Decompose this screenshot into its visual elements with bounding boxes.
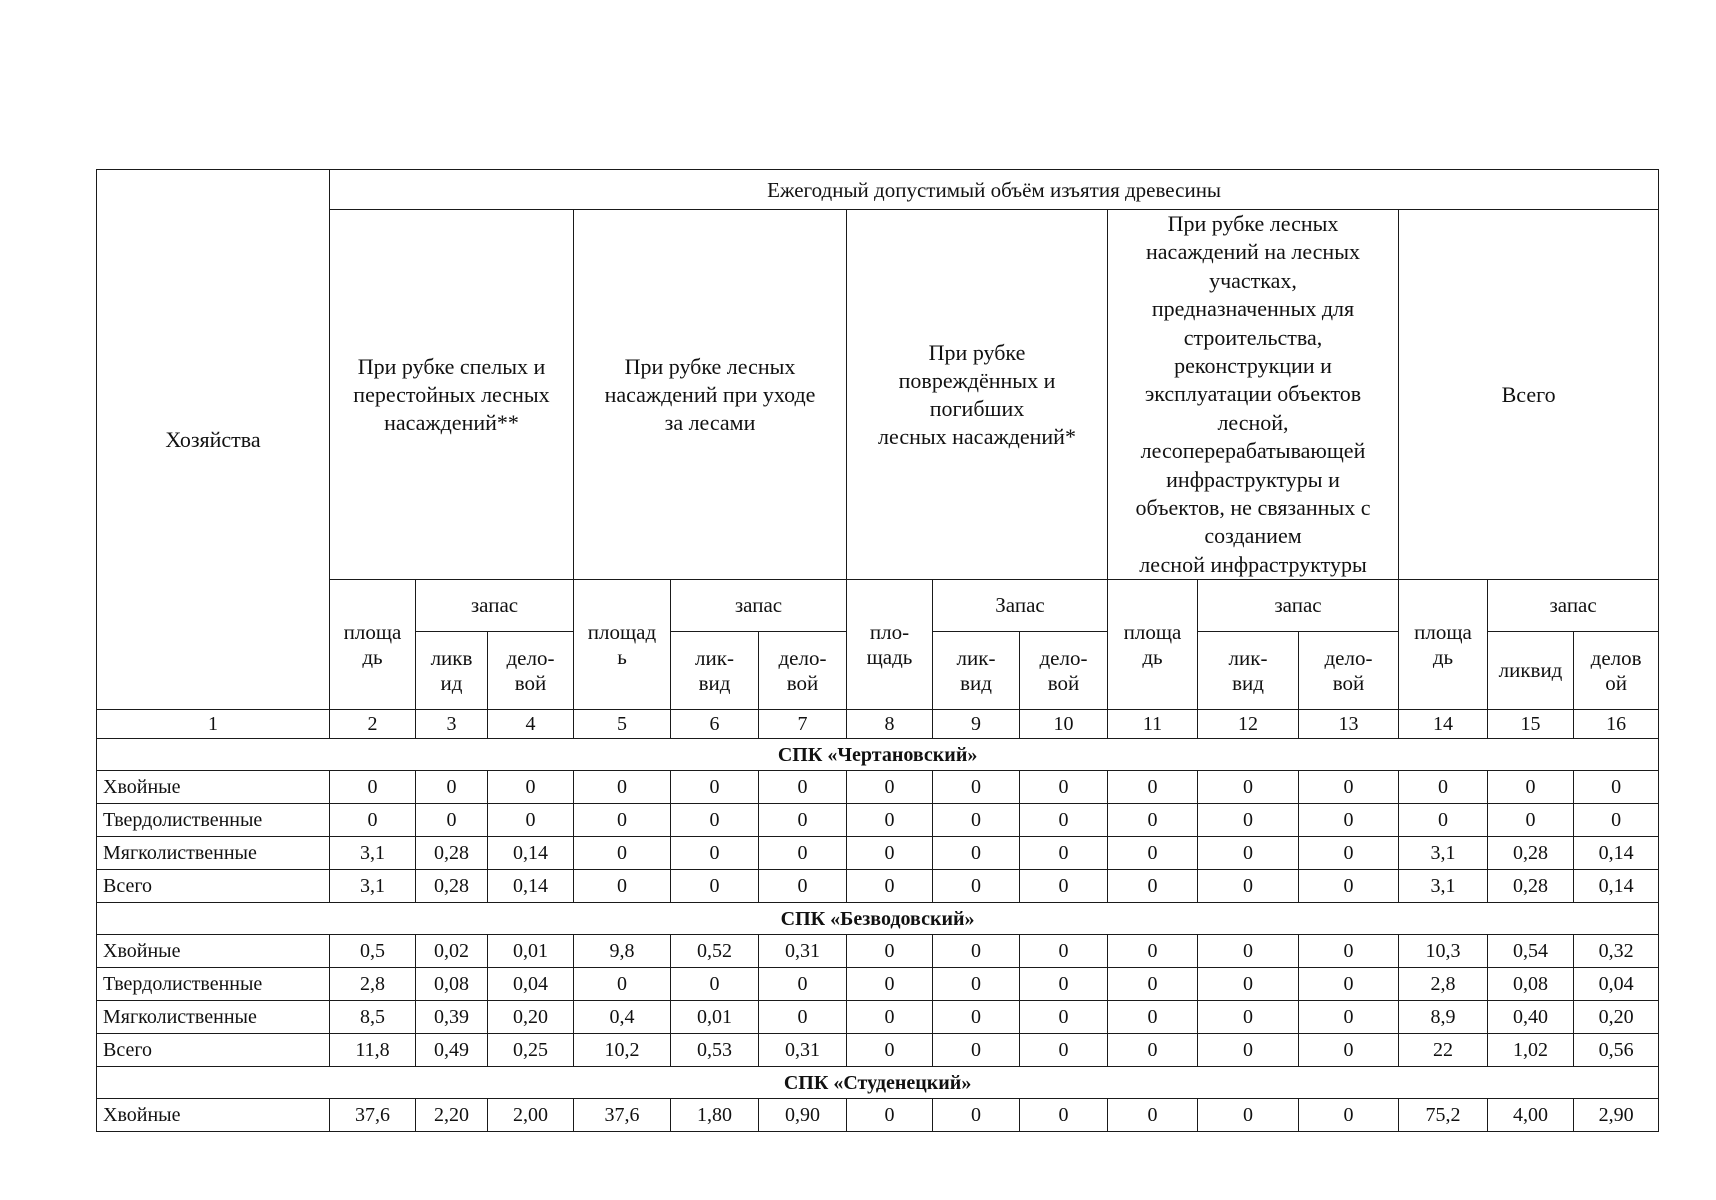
value-cell: 0 xyxy=(1198,804,1299,837)
value-cell: 0,14 xyxy=(488,837,574,870)
table-row xyxy=(97,837,1659,870)
value-cell: 2,8 xyxy=(330,968,416,1001)
value-cell: 0,28 xyxy=(416,837,488,870)
value-cell: 0 xyxy=(1108,1034,1198,1067)
row-label: Твердолиственные xyxy=(97,804,330,837)
value-cell: 0 xyxy=(1198,870,1299,903)
value-cell: 0 xyxy=(1020,771,1108,804)
header-stock: запас xyxy=(1198,580,1399,632)
table-row xyxy=(97,1099,1659,1132)
value-cell: 0 xyxy=(759,771,847,804)
row-label: Мягколиственные xyxy=(97,837,330,870)
value-cell: 0,14 xyxy=(1574,837,1659,870)
section-title: СПК «Студенецкий» xyxy=(97,1067,1659,1099)
value-cell: 0 xyxy=(1574,771,1659,804)
header-group-infrastructure-felling: При рубке лесных насаждений на лесных участках, предназначенных для строительства, реконструкции и эксплуатации объектов лесной, лесоперерабатывающей инфраструктуры и объектов, не связанных с созданием лесной инфраструктуры xyxy=(1108,210,1399,580)
value-cell: 0 xyxy=(1399,804,1488,837)
column-number-cell: 1 xyxy=(97,710,330,739)
value-cell: 2,00 xyxy=(488,1099,574,1132)
value-cell: 0 xyxy=(1108,968,1198,1001)
value-cell: 0,20 xyxy=(1574,1001,1659,1034)
value-cell: 0,54 xyxy=(1488,935,1574,968)
header-stock: запас xyxy=(1488,580,1659,632)
value-cell: 0 xyxy=(488,771,574,804)
value-cell: 0 xyxy=(1108,1001,1198,1034)
value-cell: 0 xyxy=(847,1001,933,1034)
header-stock: Запас xyxy=(933,580,1108,632)
value-cell: 22 xyxy=(1399,1034,1488,1067)
column-number-cell: 3 xyxy=(416,710,488,739)
value-cell: 2,8 xyxy=(1399,968,1488,1001)
table-row xyxy=(97,968,1659,1001)
column-numbers-row xyxy=(97,710,1659,739)
value-cell: 0 xyxy=(1299,1034,1399,1067)
column-number-cell: 16 xyxy=(1574,710,1659,739)
value-cell: 0 xyxy=(1020,1099,1108,1132)
value-cell: 2,20 xyxy=(416,1099,488,1132)
value-cell: 0 xyxy=(759,837,847,870)
section-title: СПК «Безводовский» xyxy=(97,903,1659,935)
value-cell: 0 xyxy=(671,870,759,903)
header-group-total: Всего xyxy=(1399,210,1659,580)
value-cell: 0,40 xyxy=(1488,1001,1574,1034)
value-cell: 0 xyxy=(1108,1099,1198,1132)
column-number-cell: 10 xyxy=(1020,710,1108,739)
value-cell: 3,1 xyxy=(330,870,416,903)
value-cell: 0 xyxy=(574,968,671,1001)
value-cell: 0,28 xyxy=(1488,870,1574,903)
section-header-row xyxy=(97,903,1659,935)
value-cell: 0 xyxy=(1488,804,1574,837)
header-liquid: лик- вид xyxy=(671,632,759,710)
header-business: дело- вой xyxy=(1020,632,1108,710)
row-label: Хвойные xyxy=(97,1099,330,1132)
value-cell: 1,80 xyxy=(671,1099,759,1132)
table-row xyxy=(97,870,1659,903)
value-cell: 0 xyxy=(847,771,933,804)
value-cell: 0 xyxy=(1299,1001,1399,1034)
value-cell: 0 xyxy=(847,1034,933,1067)
header-area: пло- щадь xyxy=(847,580,933,710)
value-cell: 0 xyxy=(933,968,1020,1001)
value-cell: 0,53 xyxy=(671,1034,759,1067)
header-area: площад ь xyxy=(574,580,671,710)
value-cell: 0,31 xyxy=(759,1034,847,1067)
value-cell: 0 xyxy=(847,1099,933,1132)
value-cell: 0 xyxy=(759,1001,847,1034)
column-number-cell: 7 xyxy=(759,710,847,739)
value-cell: 0 xyxy=(574,804,671,837)
value-cell: 0 xyxy=(933,771,1020,804)
value-cell: 0 xyxy=(1299,870,1399,903)
value-cell: 0,04 xyxy=(488,968,574,1001)
value-cell: 0 xyxy=(1198,968,1299,1001)
table-row xyxy=(97,1034,1659,1067)
value-cell: 0,25 xyxy=(488,1034,574,1067)
value-cell: 0 xyxy=(1108,771,1198,804)
value-cell: 0 xyxy=(671,837,759,870)
section-header-row xyxy=(97,1067,1659,1099)
value-cell: 0 xyxy=(1299,837,1399,870)
value-cell: 10,2 xyxy=(574,1034,671,1067)
value-cell: 0,39 xyxy=(416,1001,488,1034)
value-cell: 3,1 xyxy=(1399,870,1488,903)
value-cell: 0,28 xyxy=(416,870,488,903)
column-number-cell: 12 xyxy=(1198,710,1299,739)
section-title: СПК «Чертановский» xyxy=(97,739,1659,771)
header-group-care-felling: При рубке лесных насаждений при уходе за лесами xyxy=(574,210,847,580)
table-row xyxy=(97,804,1659,837)
value-cell: 0,08 xyxy=(1488,968,1574,1001)
column-number-cell: 13 xyxy=(1299,710,1399,739)
value-cell: 11,8 xyxy=(330,1034,416,1067)
row-label: Всего xyxy=(97,870,330,903)
value-cell: 0 xyxy=(759,968,847,1001)
value-cell: 8,9 xyxy=(1399,1001,1488,1034)
column-number-cell: 6 xyxy=(671,710,759,739)
header-business: делов ой xyxy=(1574,632,1659,710)
value-cell: 0 xyxy=(933,804,1020,837)
table-row xyxy=(97,771,1659,804)
header-liquid: ликв ид xyxy=(416,632,488,710)
value-cell: 0 xyxy=(933,1034,1020,1067)
value-cell: 0 xyxy=(933,1099,1020,1132)
header-liquid: лик- вид xyxy=(1198,632,1299,710)
value-cell: 0 xyxy=(847,804,933,837)
header-stock: запас xyxy=(671,580,847,632)
value-cell: 0 xyxy=(671,804,759,837)
value-cell: 0,4 xyxy=(574,1001,671,1034)
value-cell: 0 xyxy=(416,804,488,837)
value-cell: 0 xyxy=(1020,1034,1108,1067)
value-cell: 0 xyxy=(488,804,574,837)
value-cell: 0 xyxy=(1020,935,1108,968)
column-number-cell: 15 xyxy=(1488,710,1574,739)
value-cell: 0 xyxy=(759,870,847,903)
table-row xyxy=(97,1001,1659,1034)
value-cell: 0 xyxy=(1108,935,1198,968)
value-cell: 37,6 xyxy=(330,1099,416,1132)
value-cell: 0 xyxy=(847,837,933,870)
header-stock: запас xyxy=(416,580,574,632)
value-cell: 0 xyxy=(1020,837,1108,870)
value-cell: 0 xyxy=(1198,837,1299,870)
header-business: дело- вой xyxy=(759,632,847,710)
header-annual-volume: Ежегодный допустимый объём изъятия древесины xyxy=(330,170,1659,210)
value-cell: 0 xyxy=(1198,935,1299,968)
row-label: Хвойные xyxy=(97,771,330,804)
column-number-cell: 9 xyxy=(933,710,1020,739)
value-cell: 0 xyxy=(1198,1001,1299,1034)
value-cell: 9,8 xyxy=(574,935,671,968)
value-cell: 0,20 xyxy=(488,1001,574,1034)
value-cell: 0 xyxy=(1020,804,1108,837)
value-cell: 0 xyxy=(847,935,933,968)
value-cell: 0,28 xyxy=(1488,837,1574,870)
header-area: площа дь xyxy=(1399,580,1488,710)
value-cell: 0 xyxy=(671,968,759,1001)
value-cell: 0 xyxy=(1020,968,1108,1001)
value-cell: 0 xyxy=(1488,771,1574,804)
value-cell: 0 xyxy=(1299,968,1399,1001)
value-cell: 3,1 xyxy=(1399,837,1488,870)
value-cell: 0 xyxy=(933,837,1020,870)
value-cell: 10,3 xyxy=(1399,935,1488,968)
value-cell: 0 xyxy=(1299,804,1399,837)
row-label: Мягколиственные xyxy=(97,1001,330,1034)
value-cell: 0,14 xyxy=(1574,870,1659,903)
value-cell: 0,5 xyxy=(330,935,416,968)
value-cell: 0 xyxy=(1574,804,1659,837)
header-area: площа дь xyxy=(330,580,416,710)
table-row xyxy=(97,935,1659,968)
value-cell: 0 xyxy=(574,837,671,870)
header-business: дело- вой xyxy=(1299,632,1399,710)
header-liquid: лик- вид xyxy=(933,632,1020,710)
value-cell: 0 xyxy=(416,771,488,804)
value-cell: 0,14 xyxy=(488,870,574,903)
value-cell: 0,01 xyxy=(671,1001,759,1034)
value-cell: 75,2 xyxy=(1399,1099,1488,1132)
value-cell: 0 xyxy=(1198,771,1299,804)
value-cell: 4,00 xyxy=(1488,1099,1574,1132)
column-number-cell: 5 xyxy=(574,710,671,739)
row-label: Твердолиственные xyxy=(97,968,330,1001)
value-cell: 0,52 xyxy=(671,935,759,968)
value-cell: 0 xyxy=(574,870,671,903)
value-cell: 0,56 xyxy=(1574,1034,1659,1067)
value-cell: 0,32 xyxy=(1574,935,1659,968)
header-liquid: ликвид xyxy=(1488,632,1574,710)
value-cell: 0 xyxy=(671,771,759,804)
value-cell: 0,04 xyxy=(1574,968,1659,1001)
value-cell: 0,49 xyxy=(416,1034,488,1067)
value-cell: 0,02 xyxy=(416,935,488,968)
value-cell: 0 xyxy=(1299,935,1399,968)
value-cell: 0 xyxy=(847,968,933,1001)
value-cell: 2,90 xyxy=(1574,1099,1659,1132)
value-cell: 0 xyxy=(933,935,1020,968)
header-area: площа дь xyxy=(1108,580,1198,710)
column-number-cell: 11 xyxy=(1108,710,1198,739)
value-cell: 0 xyxy=(1198,1034,1299,1067)
row-label: Всего xyxy=(97,1034,330,1067)
column-number-cell: 2 xyxy=(330,710,416,739)
column-number-cell: 14 xyxy=(1399,710,1488,739)
value-cell: 0 xyxy=(574,771,671,804)
value-cell: 3,1 xyxy=(330,837,416,870)
header-business: дело- вой xyxy=(488,632,574,710)
value-cell: 0 xyxy=(1108,837,1198,870)
row-label: Хвойные xyxy=(97,935,330,968)
value-cell: 0 xyxy=(330,771,416,804)
value-cell: 0 xyxy=(1108,804,1198,837)
value-cell: 0 xyxy=(759,804,847,837)
value-cell: 0 xyxy=(330,804,416,837)
column-number-cell: 4 xyxy=(488,710,574,739)
header-farms: Хозяйства xyxy=(97,170,330,710)
column-number-cell: 8 xyxy=(847,710,933,739)
value-cell: 0 xyxy=(1198,1099,1299,1132)
value-cell: 1,02 xyxy=(1488,1034,1574,1067)
section-header-row xyxy=(97,739,1659,771)
value-cell: 0 xyxy=(1299,771,1399,804)
value-cell: 0 xyxy=(1299,1099,1399,1132)
value-cell: 0,31 xyxy=(759,935,847,968)
value-cell: 0,08 xyxy=(416,968,488,1001)
value-cell: 0 xyxy=(847,870,933,903)
value-cell: 0 xyxy=(1020,870,1108,903)
value-cell: 37,6 xyxy=(574,1099,671,1132)
value-cell: 0 xyxy=(1108,870,1198,903)
value-cell: 0 xyxy=(933,1001,1020,1034)
header-group-damaged-felling: При рубке повреждённых и погибших лесных насаждений* xyxy=(847,210,1108,580)
value-cell: 0 xyxy=(1020,1001,1108,1034)
value-cell: 0,90 xyxy=(759,1099,847,1132)
timber-harvest-table xyxy=(96,169,1659,1132)
value-cell: 0 xyxy=(933,870,1020,903)
value-cell: 0,01 xyxy=(488,935,574,968)
value-cell: 8,5 xyxy=(330,1001,416,1034)
header-group-mature-felling: При рубке спелых и перестойных лесных насаждений** xyxy=(330,210,574,580)
value-cell: 0 xyxy=(1399,771,1488,804)
